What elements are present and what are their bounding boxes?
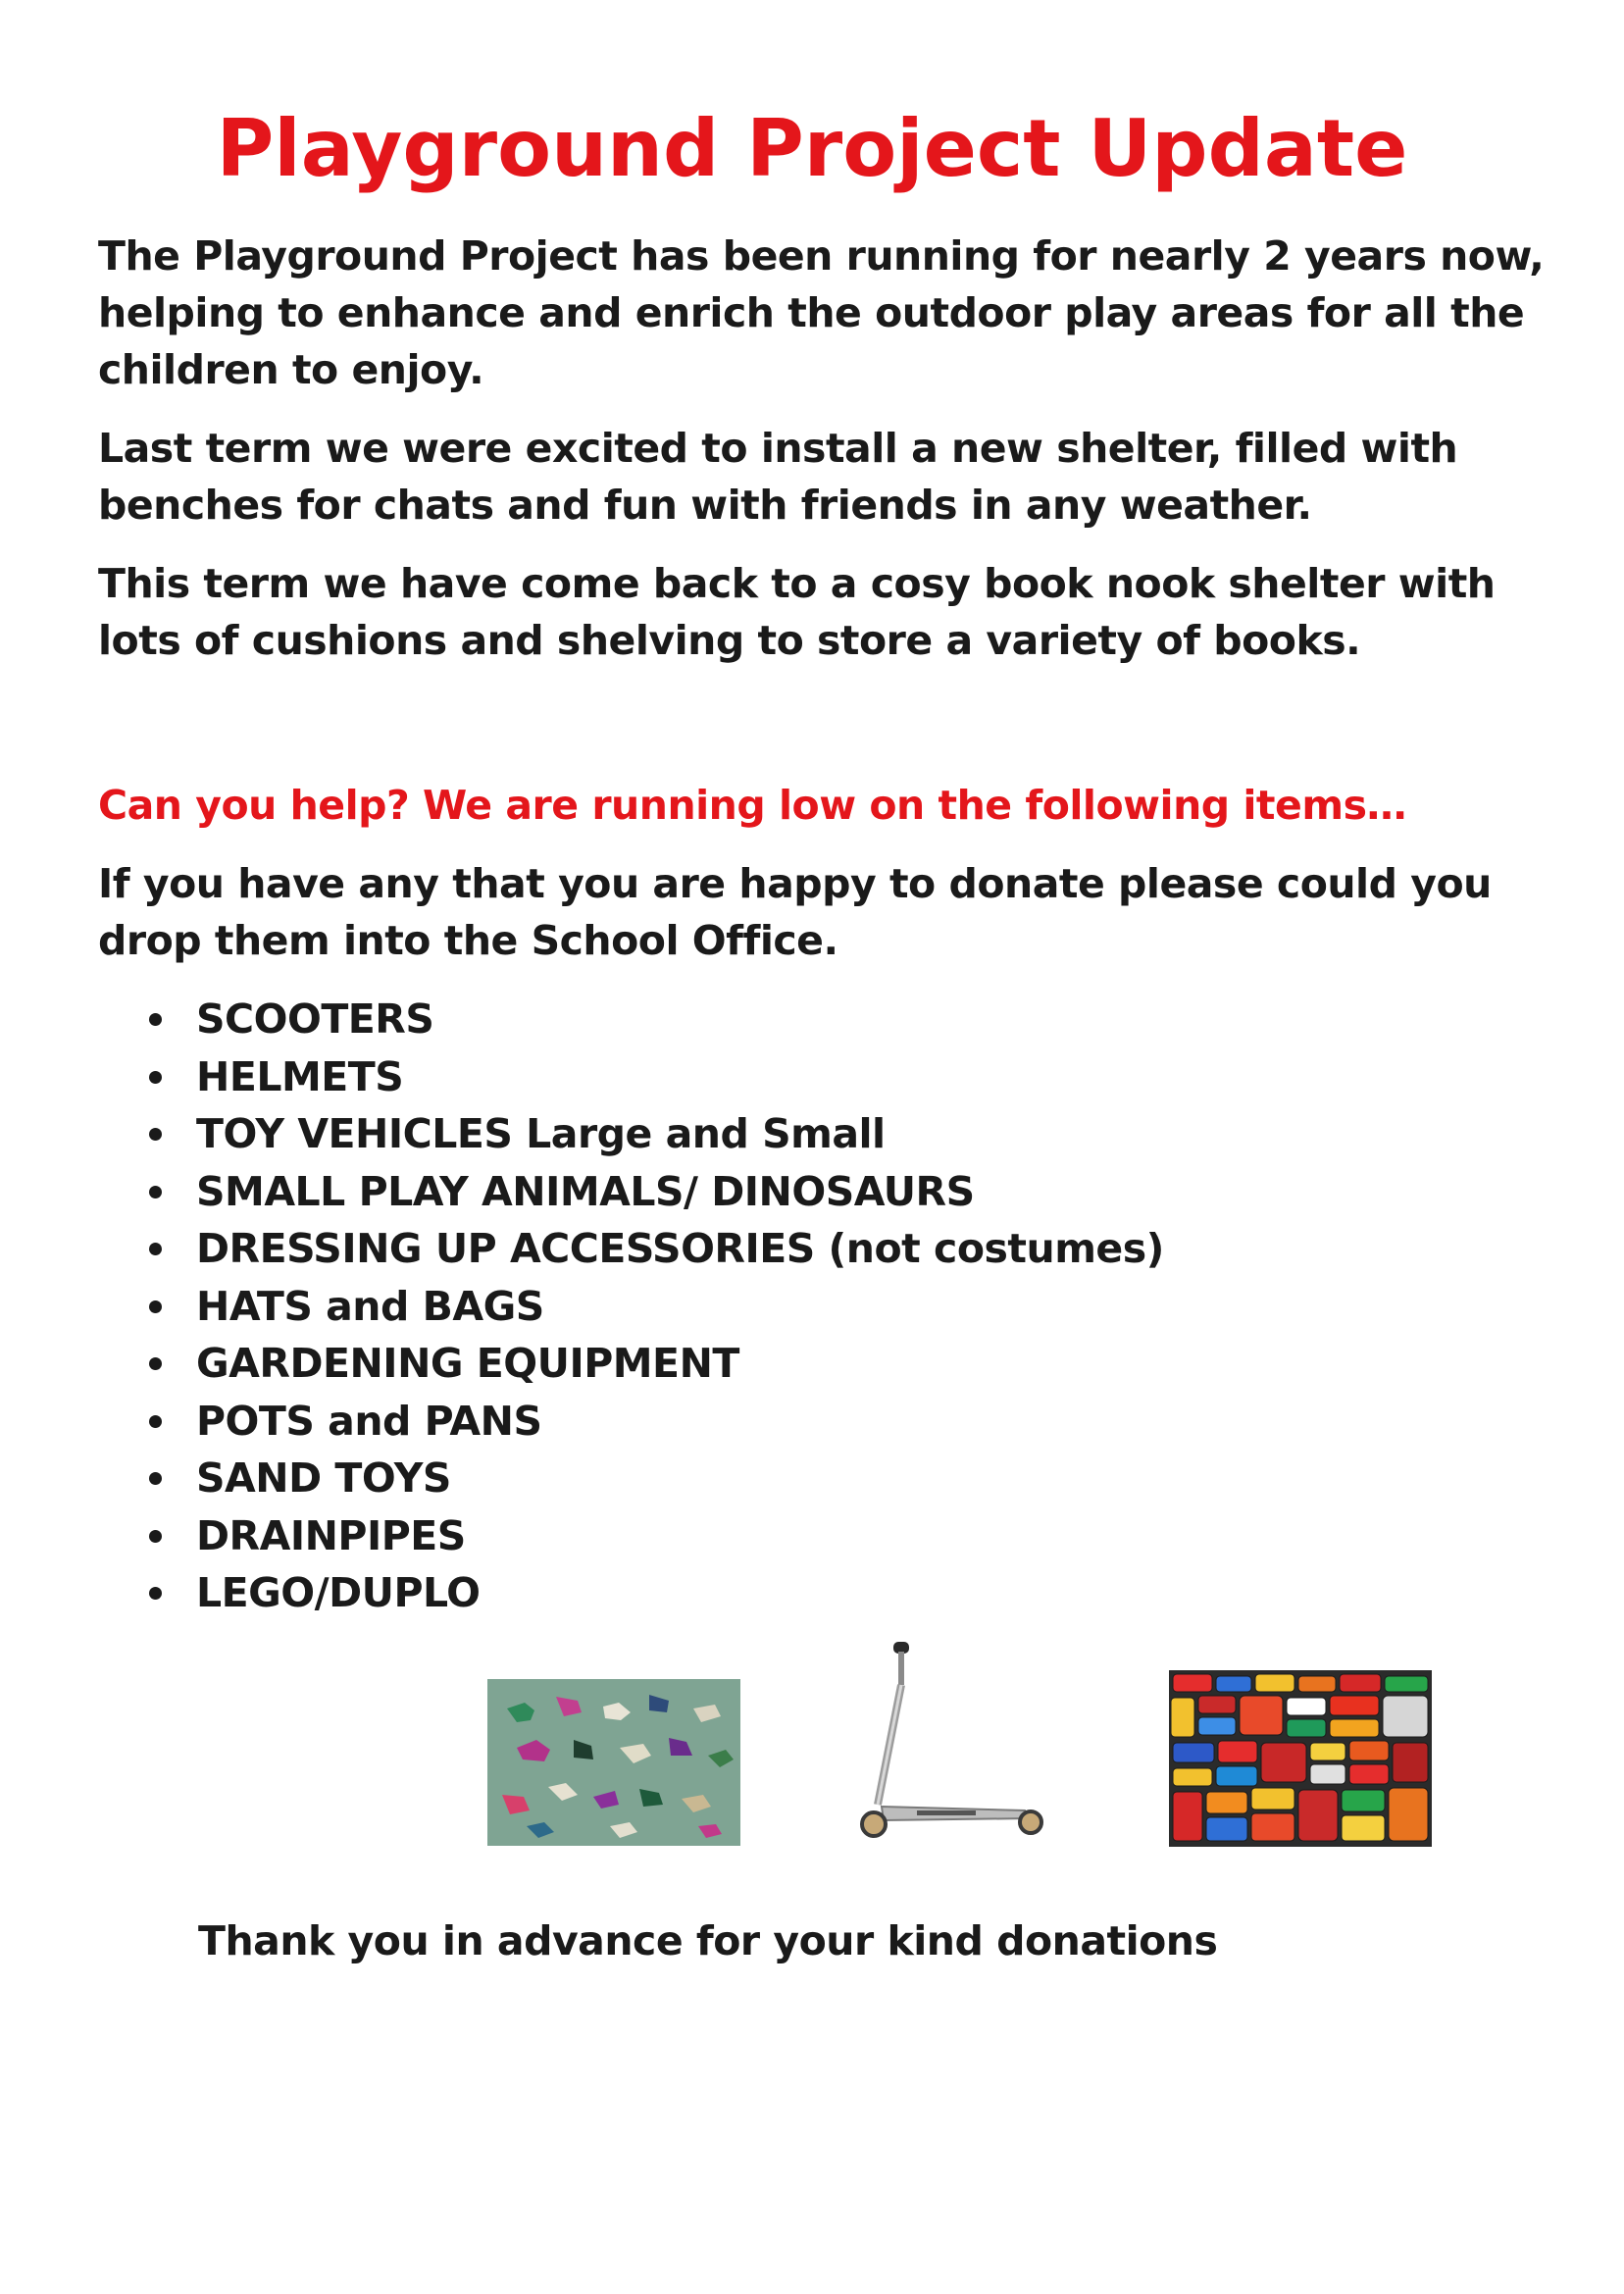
body-content	[98, 228, 1549, 1622]
list-item: LEGO/DUPLO	[149, 1564, 1549, 1622]
book-nook-paragraph: This term we have come back to a cosy book nook shelter with lots of cushions and shelving to store a variety of books.	[98, 560, 1496, 664]
scooter-photo	[848, 1638, 1054, 1849]
list-item: DRAINPIPES	[149, 1507, 1549, 1565]
page-title: Playground Project Update	[216, 103, 1408, 194]
list-item: HELMETS	[149, 1048, 1549, 1106]
list-item: GARDENING EQUIPMENT	[149, 1335, 1549, 1393]
toy-cars-photo	[1169, 1670, 1432, 1847]
list-item: DRESSING UP ACCESSORIES (not costumes)	[149, 1220, 1549, 1278]
help-request-heading: Can you help? We are running low on the following items…	[98, 782, 1406, 829]
thank-you-note: Thank you in advance for your kind donations	[198, 1917, 1218, 1964]
list-item: POTS and PANS	[149, 1393, 1549, 1451]
list-item: TOY VEHICLES Large and Small	[149, 1105, 1549, 1163]
shelter-paragraph: Last term we were excited to install a new shelter, filled with benches for chats and fun with friends in any weather.	[98, 425, 1458, 529]
toy-animals-photo	[487, 1679, 740, 1846]
items-list	[98, 991, 1549, 1622]
list-item: HATS and BAGS	[149, 1278, 1549, 1336]
list-item: SCOOTERS	[149, 991, 1549, 1048]
list-item: SAND TOYS	[149, 1450, 1549, 1507]
list-item: SMALL PLAY ANIMALS/ DINOSAURS	[149, 1163, 1549, 1221]
intro-paragraph: The Playground Project has been running for nearly 2 years now, helping to enhance and enrich the outdoor play areas for all the children to enjoy.	[98, 232, 1545, 393]
donation-instructions: If you have any that you are happy to donate please could you drop them into the School Office.	[98, 860, 1492, 964]
